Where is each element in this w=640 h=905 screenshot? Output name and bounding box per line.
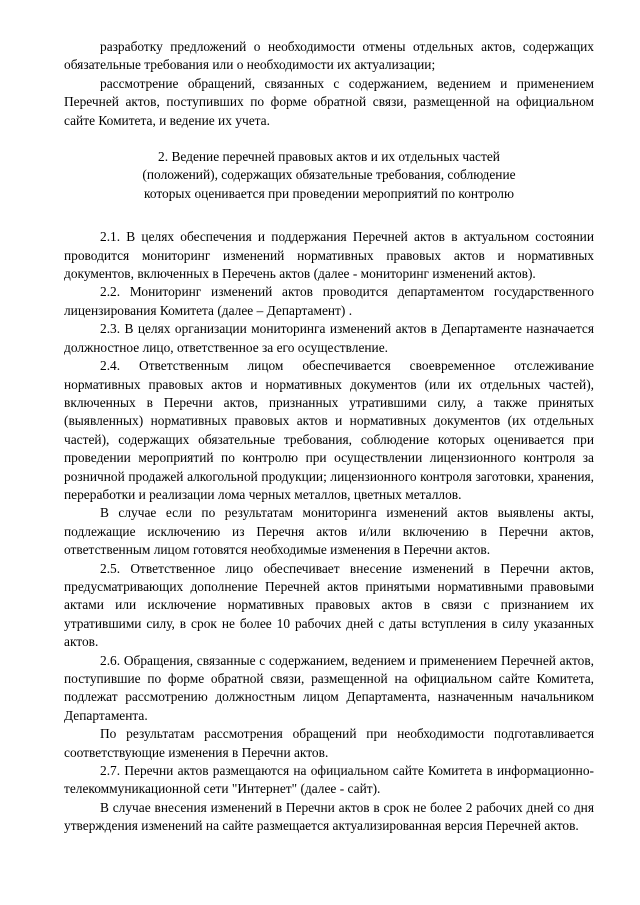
paragraph-2-3: 2.3. В целях организации мониторинга изменений актов в Департаменте назначается должностное лицо, ответственное за его осуществление.	[64, 321, 594, 355]
paragraph-2-5: 2.5. Ответственное лицо обеспечивает внесение изменений в Перечни актов, предусматривающих дополнение Перечней актов принятыми нормативными правовыми актами или исключение нормативных правовых актов в связи с признанием их утратившими силу, в срок не более 10 рабочих дней с даты вступления в силу указанных актов.	[64, 560, 594, 650]
intro-paragraph-2: рассмотрение обращений, связанных с содержанием, ведением и применением Перечней актов, поступивших по форме обратной связи, размещенной на официальном сайте Комитета, и ведение их учета.	[64, 75, 594, 128]
document-page	[64, 38, 594, 836]
paragraph-2-2: 2.2. Мониторинг изменений актов проводится департаментом государственного лицензирования Комитета (далее – Департамент) .	[64, 284, 594, 318]
intro-paragraph-1: разработку предложений о необходимости отмены отдельных актов, содержащих обязательные требования или о необходимости их актуализации;	[64, 39, 594, 73]
spacer	[64, 203, 594, 228]
paragraph-2-6: 2.6. Обращения, связанные с содержанием, ведением и применением Перечней актов, поступившие по форме обратной связи, размещенной на официальном сайте Комитета, подлежат рассмотрению должностным лицом Департамента, назначенным начальником Департамента.	[64, 652, 594, 723]
paragraph-2-4: 2.4. Ответственным лицом обеспечивается своевременное отслеживание нормативных правовых актов и нормативных документов (или их отдельных частей), включенных в Перечни актов, признанных утратившими силу, а также принятых (выявленных) нормативных правовых актов и нормативных документов (их отдельных частей), содержащих обязательные требования, соблюдение которых оценивается при проведении мероприятий по контролю при осуществлении лицензионного контроля за розничной продажей алкогольной продукции; лицензионного контроля заготовки, хранения, переработки и реализации лома черных металлов, цветных металлов.	[64, 358, 594, 502]
paragraph-2-1: 2.1. В целях обеспечения и поддержания Перечней актов в актуальном состоянии проводится мониторинг изменений нормативных правовых актов и нормативных документов, включенных в Перечень актов (далее - мониторинг изменений актов).	[64, 229, 594, 282]
spacer	[64, 130, 594, 148]
section-heading: 2. Ведение перечней правовых актов и их отдельных частей (положений), содержащих обязательные требования, соблюдение которых оценивается при проведении мероприятий по контролю	[142, 149, 516, 201]
paragraph-2-4-cont: В случае если по результатам мониторинга изменений актов выявлены акты, подлежащие исключению из Перечня актов и/или включению в Перечни актов, ответственным лицом готовятся необходимые изменения в Перечни актов.	[64, 505, 594, 558]
paragraph-2-6-cont: По результатам рассмотрения обращений при необходимости подготавливается соответствующие изменения в Перечни актов.	[64, 726, 594, 760]
paragraph-2-7: 2.7. Перечни актов размещаются на официальном сайте Комитета в информационно-телекоммуникационной сети "Интернет" (далее - сайт).	[64, 763, 594, 797]
paragraph-2-7-cont: В случае внесения изменений в Перечни актов в срок не более 2 рабочих дней со дня утверждения изменений на сайте размещается актуализированная версия Перечней актов.	[64, 799, 594, 834]
